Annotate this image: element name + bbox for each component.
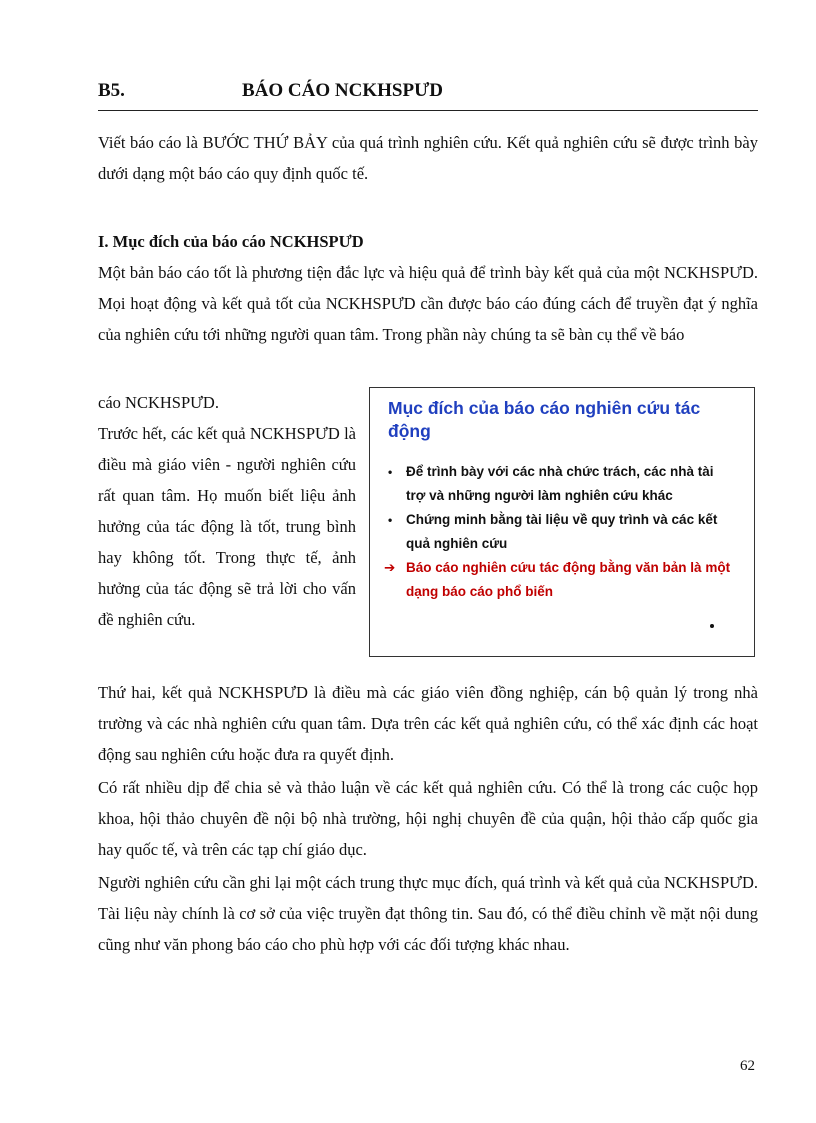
intro-paragraph: Viết báo cáo là BƯỚC THỨ BẢY của quá trình nghiên cứu. Kết quả nghiên cứu sẽ được trình bày dưới dạng một báo cáo quy định quốc tế. [98, 133, 758, 183]
slide-title: Mục đích của báo cáo nghiên cứu tác động [388, 398, 701, 441]
section-title: BÁO CÁO NCKHSPƯD [242, 80, 443, 101]
decorative-dot [710, 624, 714, 628]
document-page [98, 0, 758, 1123]
paragraph-4: Có rất nhiều dịp để chia sẻ và thảo luận về các kết quả nghiên cứu. Có thể là trong các cuộc họp khoa, hội thảo chuyên đề nội bộ nhà trường, hội nghị chuyên đề của quận, hội thảo cấp quốc gia hay quốc tế, và trên các tạp chí giáo dục. [98, 778, 758, 859]
paragraph-3: Thứ hai, kết quả NCKHSPƯD là điều mà các giáo viên đồng nghiệp, cán bộ quản lý trong nhà trường và các nhà nghiên cứu quan tâm. Dựa trên các kết quả nghiên cứu, có thể xác định các hoạt động sau nghiên cứu hoặc đưa ra quyết định. [98, 683, 758, 764]
paragraph-1-continued: cáo NCKHSPƯD. [98, 393, 219, 412]
slide-bullet-text: Chứng minh bằng tài liệu về quy trình và các kết quả nghiên cứu [406, 512, 718, 551]
section-heading: I. Mục đích của báo cáo NCKHSPƯD [98, 232, 364, 251]
page-header [98, 78, 758, 111]
slide-bullet-text: Báo cáo nghiên cứu tác động bằng văn bản là một dạng báo cáo phổ biến [406, 560, 731, 599]
slide-bullet-text: Để trình bày với các nhà chức trách, các nhà tài trợ và những người làm nghiên cứu khác [406, 464, 714, 503]
section-code: B5. [98, 80, 125, 101]
slide-bullet-item [384, 460, 734, 508]
arrow-right-icon: ➔ [384, 560, 396, 575]
bullet-icon: • [388, 513, 393, 527]
slide-bullet-item [384, 508, 734, 556]
slide-figure [369, 387, 755, 657]
page-number: 62 [740, 1058, 755, 1074]
paragraph-5: Người nghiên cứu cần ghi lại một cách trung thực mục đích, quá trình và kết quả của NCKHSPƯD. Tài liệu này chính là cơ sở của việc truyền đạt thông tin. Sau đó, có thể điều chỉnh về mặt nội dung cũng như văn phong báo cáo cho phù hợp với các đối tượng khác nhau. [98, 873, 758, 954]
slide-bullet-list [384, 460, 734, 604]
slide-bullet-item-highlight [384, 556, 734, 604]
paragraph-1: Một bản báo cáo tốt là phương tiện đắc lực và hiệu quả để trình bày kết quả của một NCKHSPƯD. Mọi hoạt động và kết quả tốt của NCKHSPƯD cần được báo cáo đúng cách để truyền đạt ý nghĩa của nghiên cứu tới những người quan tâm. Trong phần này chúng ta sẽ bàn cụ thể về báo [98, 263, 758, 344]
bullet-icon: • [388, 465, 393, 479]
paragraph-2: Trước hết, các kết quả NCKHSPƯD là điều mà giáo viên - người nghiên cứu rất quan tâm. Họ muốn biết liệu ảnh hưởng của tác động là tốt, trung bình hay không tốt. Trong thực tế, ảnh hưởng của tác động sẽ trả lời cho vấn đề nghiên cứu. [98, 424, 356, 629]
